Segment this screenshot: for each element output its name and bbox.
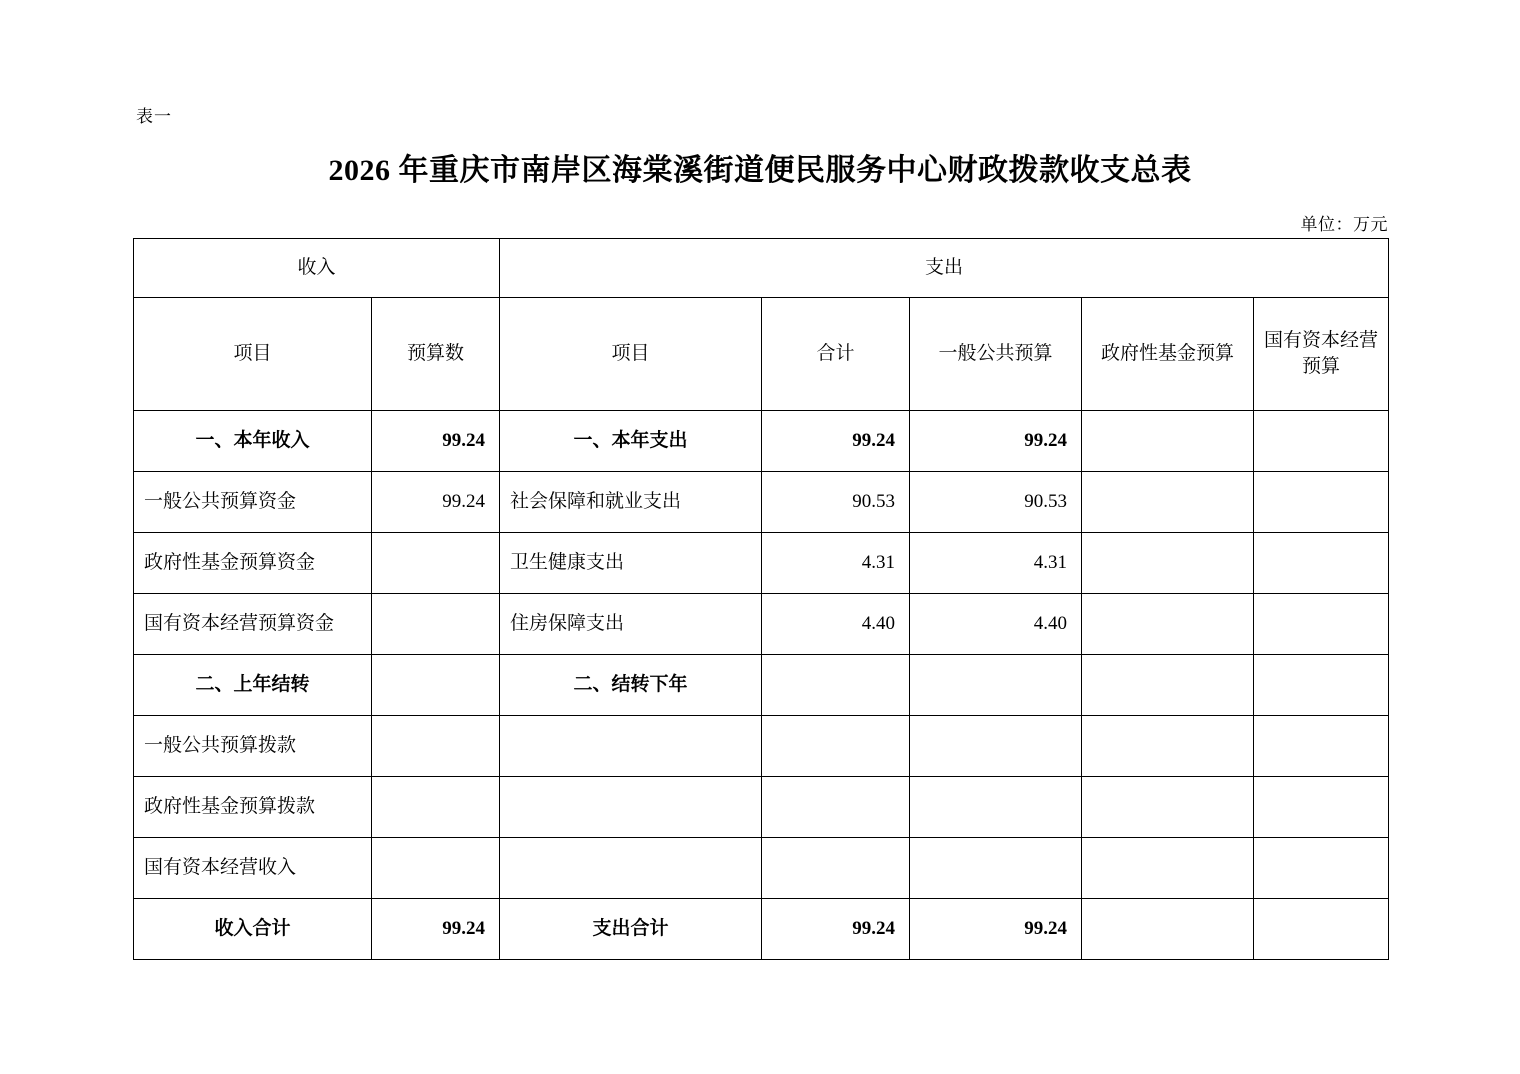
cell-income-item: 国有资本经营预算资金 [134, 594, 372, 655]
table-body [134, 239, 1389, 960]
cell-income-budget: 99.24 [372, 472, 500, 533]
cell-income-budget [372, 655, 500, 716]
cell-total: 99.24 [762, 411, 910, 472]
cell-expense-item [500, 716, 762, 777]
cell-total: 4.40 [762, 594, 910, 655]
cell-income-item: 一般公共预算拨款 [134, 716, 372, 777]
cell-total [762, 716, 910, 777]
cell-gov-fund-budget [1082, 716, 1254, 777]
table-row [134, 533, 1389, 594]
cell-expense-item: 社会保障和就业支出 [500, 472, 762, 533]
cell-expense-item [500, 838, 762, 899]
cell-total [762, 838, 910, 899]
unit-note: 单位：万元 [1300, 215, 1388, 234]
cell-income-item: 国有资本经营收入 [134, 838, 372, 899]
budget-table [133, 238, 1389, 960]
column-header-income-item: 项目 [134, 298, 372, 411]
cell-income-budget [372, 838, 500, 899]
table-column-header-row [134, 298, 1389, 411]
cell-total: 99.24 [762, 899, 910, 960]
form-number-label: 表一 [136, 107, 172, 126]
cell-general-public-budget: 99.24 [910, 411, 1082, 472]
cell-gov-fund-budget [1082, 411, 1254, 472]
cell-gov-fund-budget [1082, 472, 1254, 533]
cell-expense-item: 二、结转下年 [500, 655, 762, 716]
table-row [134, 838, 1389, 899]
cell-expense-item: 支出合计 [500, 899, 762, 960]
table-row [134, 777, 1389, 838]
cell-state-capital-operating-budget [1254, 655, 1389, 716]
cell-general-public-budget: 90.53 [910, 472, 1082, 533]
cell-gov-fund-budget [1082, 838, 1254, 899]
table-row [134, 411, 1389, 472]
column-header-general-public-budget: 一般公共预算 [910, 298, 1082, 411]
column-header-gov-fund-budget: 政府性基金预算 [1082, 298, 1254, 411]
cell-expense-item [500, 777, 762, 838]
cell-income-item: 一般公共预算资金 [134, 472, 372, 533]
cell-general-public-budget: 99.24 [910, 899, 1082, 960]
cell-gov-fund-budget [1082, 655, 1254, 716]
cell-expense-item: 一、本年支出 [500, 411, 762, 472]
cell-gov-fund-budget [1082, 899, 1254, 960]
cell-general-public-budget [910, 716, 1082, 777]
cell-state-capital-operating-budget [1254, 777, 1389, 838]
cell-general-public-budget [910, 655, 1082, 716]
page-title: 2026 年重庆市南岸区海棠溪街道便民服务中心财政拨款收支总表 [328, 154, 1192, 187]
table-row [134, 899, 1389, 960]
cell-state-capital-operating-budget [1254, 411, 1389, 472]
cell-general-public-budget [910, 777, 1082, 838]
cell-gov-fund-budget [1082, 777, 1254, 838]
cell-gov-fund-budget [1082, 594, 1254, 655]
cell-income-item: 一、本年收入 [134, 411, 372, 472]
cell-income-item: 二、上年结转 [134, 655, 372, 716]
cell-income-item: 收入合计 [134, 899, 372, 960]
cell-state-capital-operating-budget [1254, 472, 1389, 533]
table-row [134, 655, 1389, 716]
cell-general-public-budget: 4.31 [910, 533, 1082, 594]
cell-income-budget: 99.24 [372, 411, 500, 472]
cell-income-item: 政府性基金预算拨款 [134, 777, 372, 838]
cell-income-budget [372, 594, 500, 655]
column-header-expense-item: 项目 [500, 298, 762, 411]
cell-total [762, 655, 910, 716]
column-header-total: 合计 [762, 298, 910, 411]
cell-state-capital-operating-budget [1254, 899, 1389, 960]
cell-income-budget: 99.24 [372, 899, 500, 960]
cell-general-public-budget [910, 838, 1082, 899]
cell-general-public-budget: 4.40 [910, 594, 1082, 655]
column-header-state-capital-operating-budget: 国有资本经营预算 [1254, 298, 1389, 411]
cell-income-item: 政府性基金预算资金 [134, 533, 372, 594]
table-row [134, 594, 1389, 655]
cell-state-capital-operating-budget [1254, 594, 1389, 655]
column-header-income-budget: 预算数 [372, 298, 500, 411]
group-header-expenditure: 支出 [500, 239, 1389, 298]
cell-state-capital-operating-budget [1254, 533, 1389, 594]
cell-expense-item: 卫生健康支出 [500, 533, 762, 594]
cell-state-capital-operating-budget [1254, 716, 1389, 777]
cell-total: 90.53 [762, 472, 910, 533]
cell-state-capital-operating-budget [1254, 838, 1389, 899]
cell-income-budget [372, 777, 500, 838]
cell-income-budget [372, 716, 500, 777]
cell-expense-item: 住房保障支出 [500, 594, 762, 655]
group-header-income: 收入 [134, 239, 500, 298]
table-row [134, 716, 1389, 777]
cell-gov-fund-budget [1082, 533, 1254, 594]
table-group-header-row [134, 239, 1389, 298]
cell-income-budget [372, 533, 500, 594]
table-row [134, 472, 1389, 533]
cell-total: 4.31 [762, 533, 910, 594]
cell-total [762, 777, 910, 838]
